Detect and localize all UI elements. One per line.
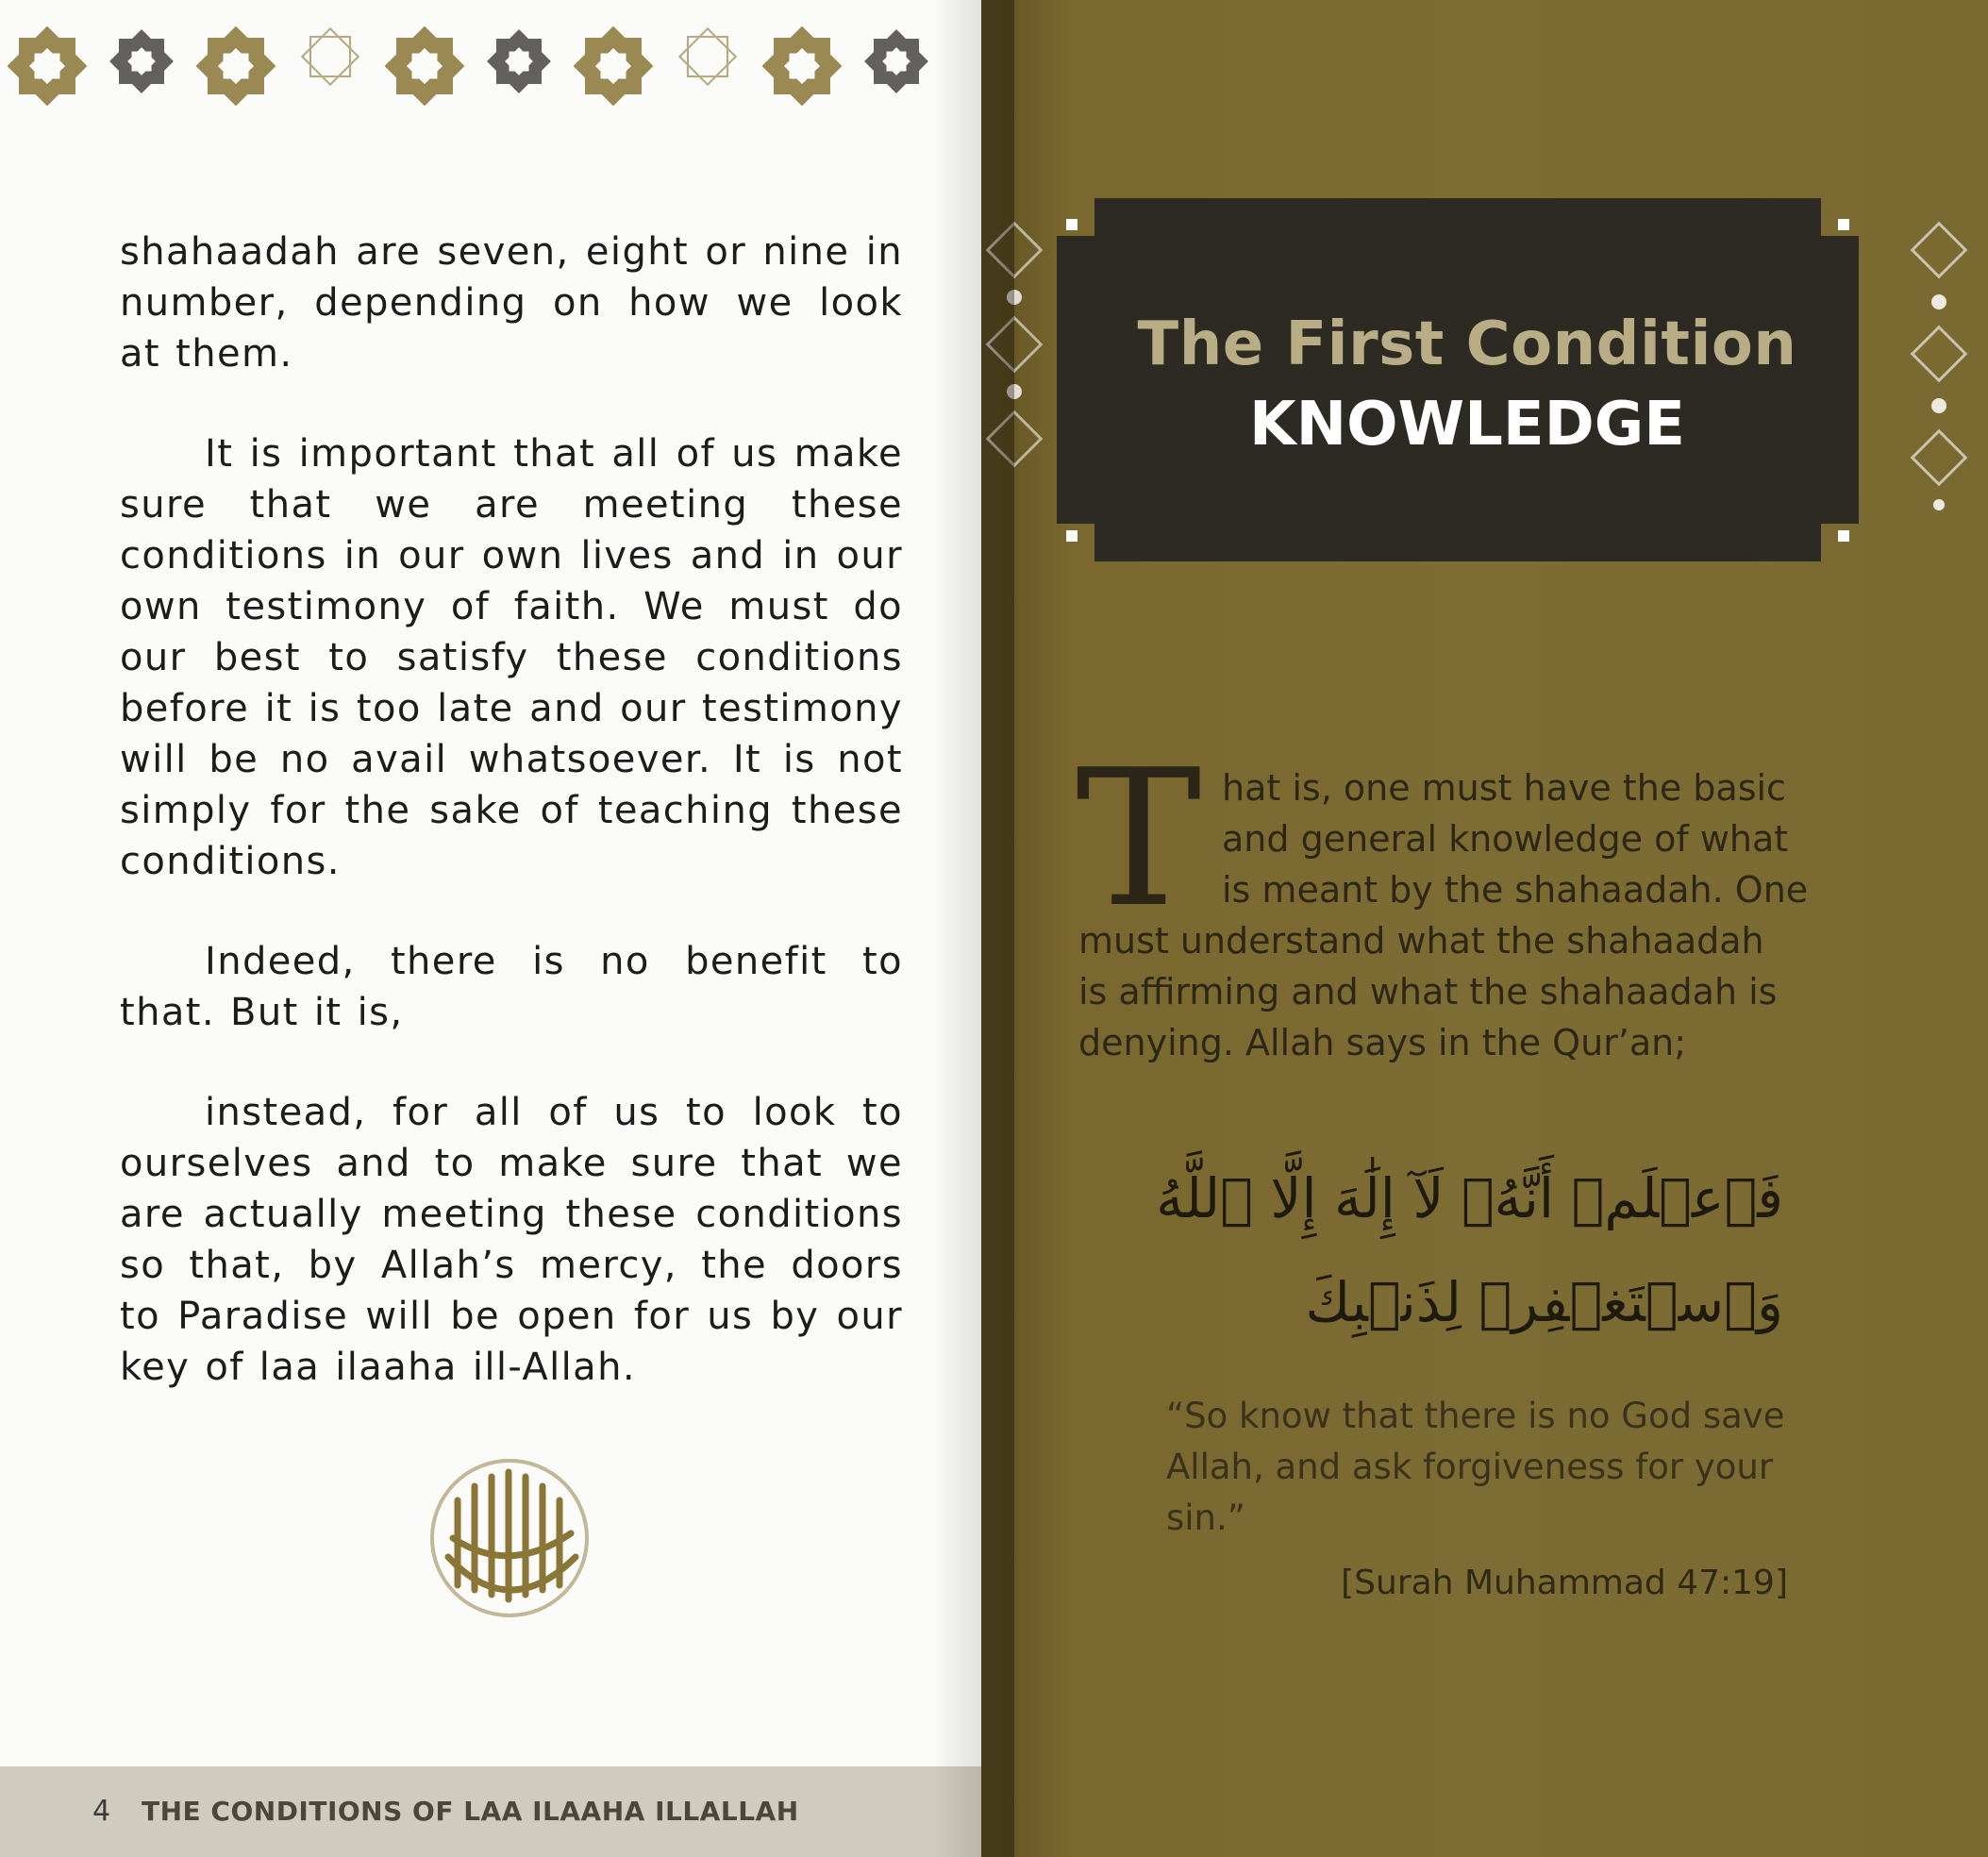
text-line: denying. Allah says in the Qur’an; — [1078, 1022, 1687, 1063]
paragraph: Indeed, there is no benefit to that. But it is, — [120, 940, 903, 1034]
drop-cap: T — [1076, 729, 1202, 949]
text-line: must understand what the shahaadah — [1078, 920, 1764, 962]
text-line: is meant by the shahaadah. One — [1222, 869, 1809, 911]
running-title: THE CONDITIONS OF LAA ILAAHA ILLALLAH — [142, 1796, 799, 1827]
title-plaque — [1057, 198, 1859, 561]
text-line: is affirming and what the shahaadah is — [1078, 971, 1778, 1012]
verse-translation: “So know that there is no God save Allah, and ask forgiveness for your sin.” — [1166, 1396, 1785, 1538]
shahada-calligraphy-seal-icon — [420, 1444, 599, 1632]
paragraph: shahaadah are seven, eight or nine in number, depending on how we look at them. — [120, 230, 903, 376]
paragraph: It is important that all of us make sure that we are meeting these conditions in our own lives and in our own testimony of faith. We must do our best to satisfy these conditions before it is too late and our testimony will be no avail whatsoever. It is not simply for the sake of teaching these conditions. — [120, 432, 903, 883]
text-line: hat is, one must have the basic — [1222, 767, 1786, 809]
right-body-text — [1078, 762, 1859, 1068]
paragraph: instead, for all of us to look to ourselves and to make sure that we are actually meeting these conditions so that, by Allah’s mercy, the doors to Paradise will be open for us by our key of laa ilaaha ill-Allah. — [120, 1091, 903, 1389]
text-line: and general knowledge of what — [1222, 818, 1789, 860]
condition-heading: The First Condition — [1137, 310, 1797, 379]
condition-subheading: KNOWLEDGE — [1248, 390, 1686, 460]
arabic-verse: فَٱعۡلَمۡ أَنَّهُۥ لَآ إِلَٰهَ إِلَّا ٱللَّهُ وَٱسۡتَغۡفِرۡ لِذَنۢبِكَ — [1156, 1166, 1783, 1334]
geometric-border-pattern — [1887, 212, 1988, 524]
verse-reference: [Surah Muhammad 47:19] — [1341, 1564, 1788, 1602]
left-body-text — [120, 226, 903, 1442]
page-number: 4 — [92, 1795, 111, 1828]
geometric-border-pattern — [0, 0, 981, 151]
spine-shadow — [929, 0, 1014, 1857]
